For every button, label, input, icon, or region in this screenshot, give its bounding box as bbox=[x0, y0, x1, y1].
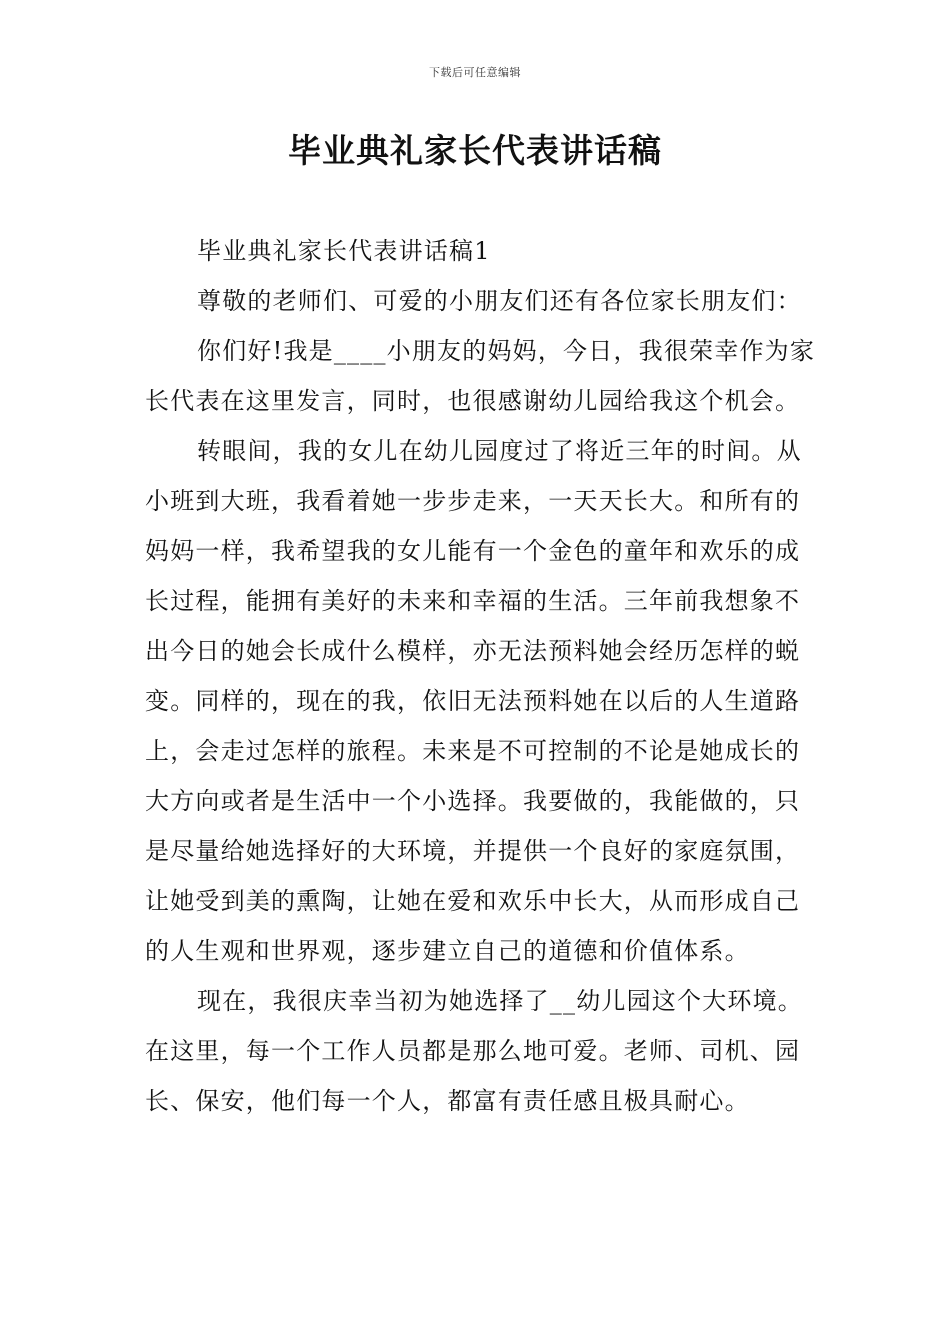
body-paragraph: 转眼间，我的女儿在幼儿园度过了将近三年的时间。从小班到大班，我看着她一步步走来，一天天长大。和所有的妈妈一样，我希望我的女儿能有一个金色的童年和欢乐的成长过程，能拥有美好的未来和幸福的生活。三年前我想象不出今日的她会长成什么模样，亦无法预料她会经历怎样的蜕变。同样的，现在的我，依旧无法预料她在以后的人生道路上，会走过怎样的旅程。未来是不可控制的不论是她成长的大方向或者是生活中一个小选择。我要做的，我能做的，只是尽量给她选择好的大环境，并提供一个良好的家庭氛围，让她受到美的熏陶，让她在爱和欢乐中长大，从而形成自己的人生观和世界观，逐步建立自己的道德和价值体系。 bbox=[145, 437, 802, 965]
greeting-paragraph: 尊敬的老师们、可爱的小朋友们还有各位家长朋友们： bbox=[197, 287, 802, 315]
intro-paragraph: 你们好!我是____小朋友的妈妈，今日，我很荣幸作为家长代表在这里发言，同时，也很感谢幼儿园给我这个机会。 bbox=[145, 337, 816, 415]
header-note: 下载后可任意编辑 bbox=[429, 66, 521, 79]
body-paragraph: 现在，我很庆幸当初为她选择了__幼儿园这个大环境。在这里，每一个工作人员都是那么地可爱。老师、司机、园长、保安，他们每一个人，都富有责任感且极具耐心。 bbox=[145, 987, 803, 1115]
document-title: 毕业典礼家长代表讲话稿 bbox=[288, 131, 662, 170]
subtitle-paragraph: 毕业典礼家长代表讲话稿1 bbox=[197, 237, 491, 265]
document-body bbox=[145, 226, 825, 1126]
